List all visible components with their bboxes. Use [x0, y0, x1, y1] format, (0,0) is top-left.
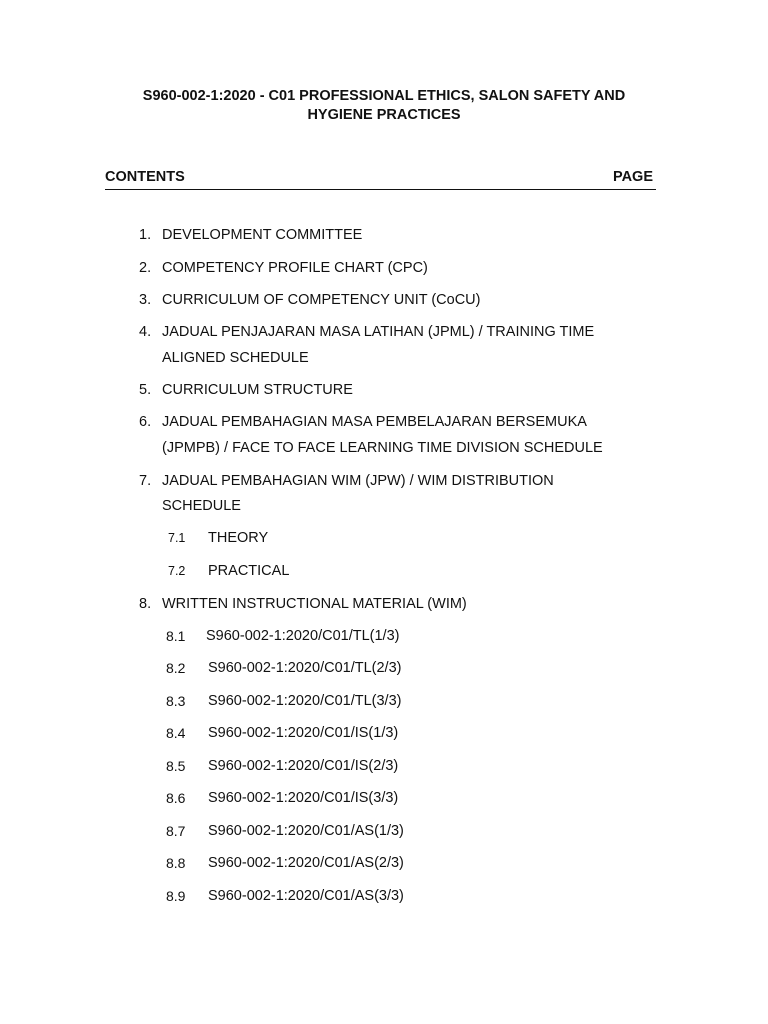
toc-item-number: 4. [139, 324, 152, 340]
toc-subitem-text: S960-002-1:2020/C01/AS(2/3) [208, 855, 404, 871]
toc-item-number: 2. [139, 260, 152, 276]
toc-subitem-number: 8.5 [166, 758, 186, 774]
toc-item-text: JADUAL PENJAJARAN MASA LATIHAN (JPML) / TRAINING TIME [162, 324, 595, 340]
toc-subitem-number: 8.3 [166, 693, 186, 709]
toc-subitem-text: S960-002-1:2020/C01/TL(3/3) [208, 693, 402, 709]
toc-item-text: COMPETENCY PROFILE CHART (CPC) [162, 260, 428, 276]
toc-subitem-number: 8.4 [166, 725, 186, 741]
toc-item-text: CURRICULUM STRUCTURE [162, 382, 353, 398]
title-line-1: S960-002-1:2020 - C01 PROFESSIONAL ETHICS, SALON SAFETY AND [142, 88, 626, 104]
toc-subitem-number: 8.8 [166, 855, 186, 871]
page-label: PAGE [612, 169, 653, 185]
toc-subitem-text: THEORY [208, 530, 269, 546]
toc-subitem-number: 7.1 [168, 531, 186, 545]
toc-item-text: (JPMPB) / FACE TO FACE LEARNING TIME DIVISION SCHEDULE [162, 440, 603, 456]
toc-item-text: JADUAL PEMBAHAGIAN MASA PEMBELAJARAN BERSEMUKA [162, 414, 587, 430]
contents-label: CONTENTS [105, 169, 185, 185]
toc-subitem-text: S960-002-1:2020/C01/AS(3/3) [208, 888, 404, 904]
toc-subitem-text: PRACTICAL [208, 563, 290, 579]
toc-item-text: CURRICULUM OF COMPETENCY UNIT (CoCU) [162, 292, 481, 308]
toc-subitem-number: 8.6 [166, 790, 186, 806]
toc-subitem-number: 8.1 [166, 628, 186, 644]
toc-subitem-number: 7.2 [168, 564, 186, 578]
toc-item-number: 6. [139, 414, 152, 430]
toc-item-number: 3. [139, 292, 152, 308]
toc-subitem-text: S960-002-1:2020/C01/IS(3/3) [208, 790, 399, 806]
toc-item-number: 1. [139, 227, 152, 243]
toc-item-text: DEVELOPMENT COMMITTEE [162, 227, 363, 243]
toc-item-text: JADUAL PEMBAHAGIAN WIM (JPW) / WIM DISTRIBUTION [162, 473, 554, 489]
toc-subitem-number: 8.2 [166, 660, 186, 676]
toc-item-number: 5. [139, 382, 152, 398]
toc-subitem-text: S960-002-1:2020/C01/TL(2/3) [208, 660, 402, 676]
title-line-2: HYGIENE PRACTICES [307, 107, 461, 123]
toc-subitem-number: 8.7 [166, 823, 186, 839]
toc-subitem-number: 8.9 [166, 888, 186, 904]
toc-subitem-text: S960-002-1:2020/C01/IS(2/3) [208, 758, 399, 774]
toc-item-number: 8. [139, 596, 152, 612]
toc-subitem-text: S960-002-1:2020/C01/IS(1/3) [208, 725, 399, 741]
toc-item-text: WRITTEN INSTRUCTIONAL MATERIAL (WIM) [162, 596, 467, 612]
toc-item-text: SCHEDULE [162, 498, 241, 514]
toc-subitem-text: S960-002-1:2020/C01/AS(1/3) [208, 823, 404, 839]
toc-item-text: ALIGNED SCHEDULE [162, 350, 309, 366]
toc-subitem-text: S960-002-1:2020/C01/TL(1/3) [206, 628, 400, 644]
toc-item-number: 7. [139, 473, 152, 489]
